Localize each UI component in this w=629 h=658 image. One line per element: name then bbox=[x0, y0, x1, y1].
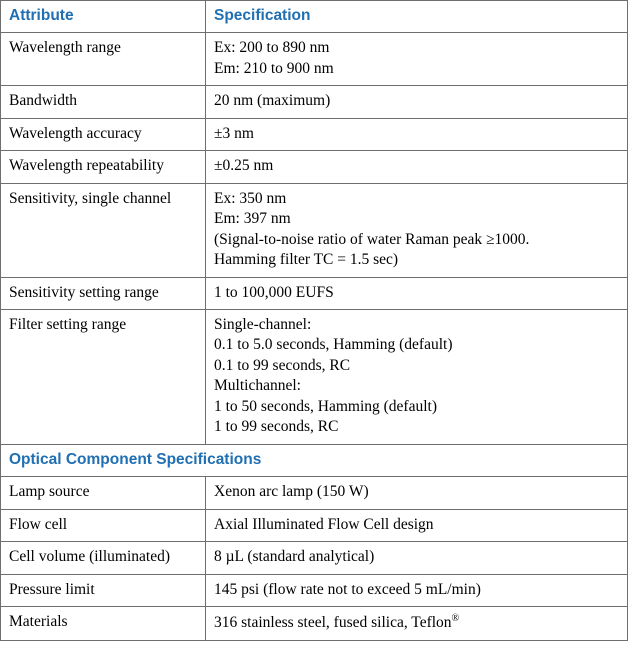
table-row bbox=[1, 309, 628, 444]
cell-attribute: Cell volume (illuminated) bbox=[1, 542, 206, 574]
spec-line: Axial Illuminated Flow Cell design bbox=[214, 515, 434, 533]
cell-specification bbox=[206, 477, 628, 509]
cell-specification bbox=[206, 542, 628, 574]
cell-attribute: Bandwidth bbox=[1, 86, 206, 118]
cell-attribute: Flow cell bbox=[1, 509, 206, 541]
cell-specification bbox=[206, 574, 628, 606]
cell-specification bbox=[206, 606, 628, 640]
spec-line: Single-channel: bbox=[214, 315, 312, 333]
spec-line: Em: 210 to 900 nm bbox=[214, 59, 334, 77]
spec-line: 316 stainless steel, fused silica, Teflon® bbox=[214, 612, 460, 632]
spec-line: (Signal-to-noise ratio of water Raman peak ≥1000. bbox=[214, 230, 530, 248]
cell-attribute: Pressure limit bbox=[1, 574, 206, 606]
spec-line: ±0.25 nm bbox=[214, 157, 274, 175]
table-row bbox=[1, 33, 628, 86]
cell-specification bbox=[206, 151, 628, 183]
table-header-row bbox=[1, 1, 628, 33]
cell-attribute: Materials bbox=[1, 606, 206, 640]
cell-specification bbox=[206, 33, 628, 86]
spec-line: Em: 397 nm bbox=[214, 210, 291, 228]
cell-specification bbox=[206, 277, 628, 309]
cell-attribute: Wavelength repeatability bbox=[1, 151, 206, 183]
cell-attribute: Sensitivity, single channel bbox=[1, 183, 206, 277]
spec-line: 8 µL (standard analytical) bbox=[214, 548, 375, 566]
column-header-attribute: Attribute bbox=[1, 1, 206, 33]
cell-specification bbox=[206, 86, 628, 118]
spec-line: Multichannel: bbox=[214, 377, 301, 395]
cell-specification bbox=[206, 183, 628, 277]
table-row bbox=[1, 183, 628, 277]
table-row bbox=[1, 477, 628, 509]
cell-specification bbox=[206, 309, 628, 444]
table-row bbox=[1, 542, 628, 574]
spec-line: 0.1 to 99 seconds, RC bbox=[214, 356, 351, 374]
spec-line: 1 to 50 seconds, Hamming (default) bbox=[214, 397, 437, 415]
table-section-row bbox=[1, 444, 628, 476]
section-title: Optical Component Specifications bbox=[1, 444, 628, 476]
spec-line: 20 nm (maximum) bbox=[214, 92, 331, 110]
spec-line: 1 to 99 seconds, RC bbox=[214, 418, 339, 436]
table-row bbox=[1, 151, 628, 183]
cell-attribute: Sensitivity setting range bbox=[1, 277, 206, 309]
cell-attribute: Wavelength accuracy bbox=[1, 118, 206, 150]
cell-attribute: Filter setting range bbox=[1, 309, 206, 444]
table-row bbox=[1, 86, 628, 118]
cell-attribute: Lamp source bbox=[1, 477, 206, 509]
column-header-specification: Specification bbox=[206, 1, 628, 33]
cell-specification bbox=[206, 509, 628, 541]
cell-specification bbox=[206, 118, 628, 150]
cell-attribute: Wavelength range bbox=[1, 33, 206, 86]
spec-line: ±3 nm bbox=[214, 124, 254, 142]
table-row bbox=[1, 606, 628, 640]
spec-line: 0.1 to 5.0 seconds, Hamming (default) bbox=[214, 336, 453, 354]
spec-line: 1 to 100,000 EUFS bbox=[214, 283, 334, 301]
spec-line: 145 psi (flow rate not to exceed 5 mL/min) bbox=[214, 580, 481, 598]
table-row bbox=[1, 277, 628, 309]
spec-line: Ex: 350 nm bbox=[214, 189, 287, 207]
table-row bbox=[1, 118, 628, 150]
spec-line: Xenon arc lamp (150 W) bbox=[214, 483, 369, 501]
table-row bbox=[1, 509, 628, 541]
spec-line: Hamming filter TC = 1.5 sec) bbox=[214, 251, 399, 269]
table-row bbox=[1, 574, 628, 606]
spec-line: Ex: 200 to 890 nm bbox=[214, 39, 330, 57]
